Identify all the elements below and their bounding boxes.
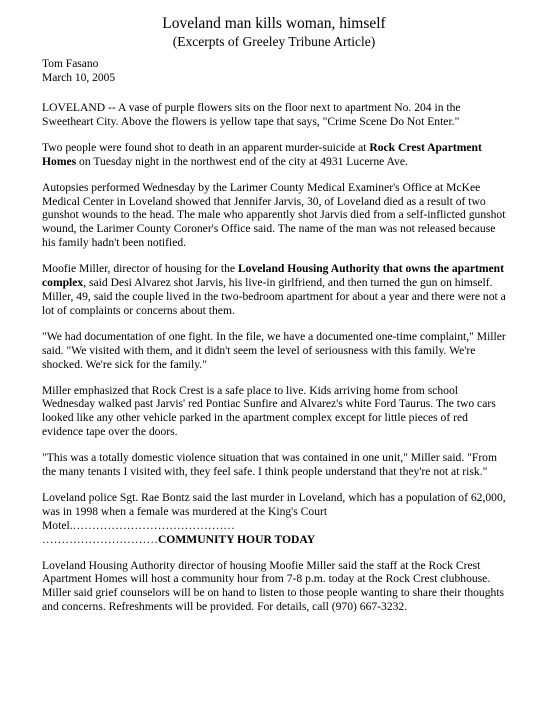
article-title: Loveland man kills woman, himself (162, 15, 386, 32)
community-hour-heading: COMMUNITY HOUR TODAY (157, 532, 316, 546)
article-subtitle: (Excerpts of Greeley Tribune Article) (172, 34, 376, 49)
byline (42, 57, 506, 85)
paragraph-4-text-a: Moofie Miller, director of housing for the (42, 262, 238, 276)
paragraph-9: Loveland Housing Authority director of housing Moofie Miller said the staff at the Rock Crest Apartment Homes will host a community hour from 7-8 p.m. today at the Rock Crest clubhouse. Miller said grief counselors will be on hand to listen to those people wanting to share their thoughts and concerns. Refreshments will be provided. For details, call (970) 667-3232. (42, 558, 505, 614)
housing-authority-bold: Loveland Housing Authority that owns the apartment complex (42, 262, 504, 290)
paragraph-2-text-a: Two people were found shot to death in an apparent murder-suicide at (42, 140, 370, 154)
paragraph-8: Loveland police Sgt. Rae Bontz said the last murder in Loveland, which has a population of 62,000, was in 1998 when a female was murdered at the King's Court Motel.…………………………………… (42, 490, 506, 532)
paragraph-2-text-c: on Tuesday night in the northwest end of the city at 4931 Lucerne Ave. (76, 154, 408, 168)
paragraph-1: LOVELAND -- A vase of purple flowers sits on the floor next to apartment No. 204 in the Sweetheart City. Above the flowers is yellow tape that says, "Crime Scene Do Not Enter." (42, 101, 461, 128)
community-heading-line (42, 533, 506, 547)
dots-leader: ………………………… (42, 532, 158, 546)
paragraph-4-text-c: , said Desi Alvarez shot Jarvis, his live-in girlfriend, and then turned the gun on himself. Miller, 49, said the couple lived in the two-bedroom apartment for about a year and there were not a lot of complaints or concerns about them. (42, 276, 506, 317)
paragraph-3: Autopsies performed Wednesday by the Larimer County Medical Examiner's Office at McKee Medical Center in Loveland showed that Jennifer Jarvis, 30, of Loveland died as a result of two gunshot wounds to the head. The male who apparently shot Jarvis died from a self-inflicted gunshot wound, the Larimer County Coroner's Office said. The name of the man was not released because his family hadn't been notified. (42, 180, 506, 250)
paragraph-6: Miller emphasized that Rock Crest is a safe place to live. Kids arriving home from school Wednesday walked past Jarvis' red Pontiac Sunfire and Alvarez's white Ford Taurus. The two cars looked like any other vehicle parked in the apartment complex except for little pieces of red evidence tape over the doors. (42, 383, 496, 439)
paragraph-7: "This was a totally domestic violence situation that was contained in one unit," Miller said. "From the many tenants I visited with, they feel safe. I think people understand that they're not at risk." (42, 451, 497, 479)
article-date: March 10, 2005 (42, 72, 116, 84)
paragraph-5: "We had documentation of one fight. In the file, we have a documented one-time complaint," Miller said. "We visited with them, and it didn't seem the level of seriousness with this family. We're shocked. We're sick for the family." (42, 329, 506, 371)
rock-crest-bold: Rock Crest Apartment Homes (42, 140, 482, 168)
paragraph-2 (42, 141, 506, 169)
author-name: Tom Fasano (42, 58, 99, 70)
paragraph-4 (42, 262, 506, 318)
